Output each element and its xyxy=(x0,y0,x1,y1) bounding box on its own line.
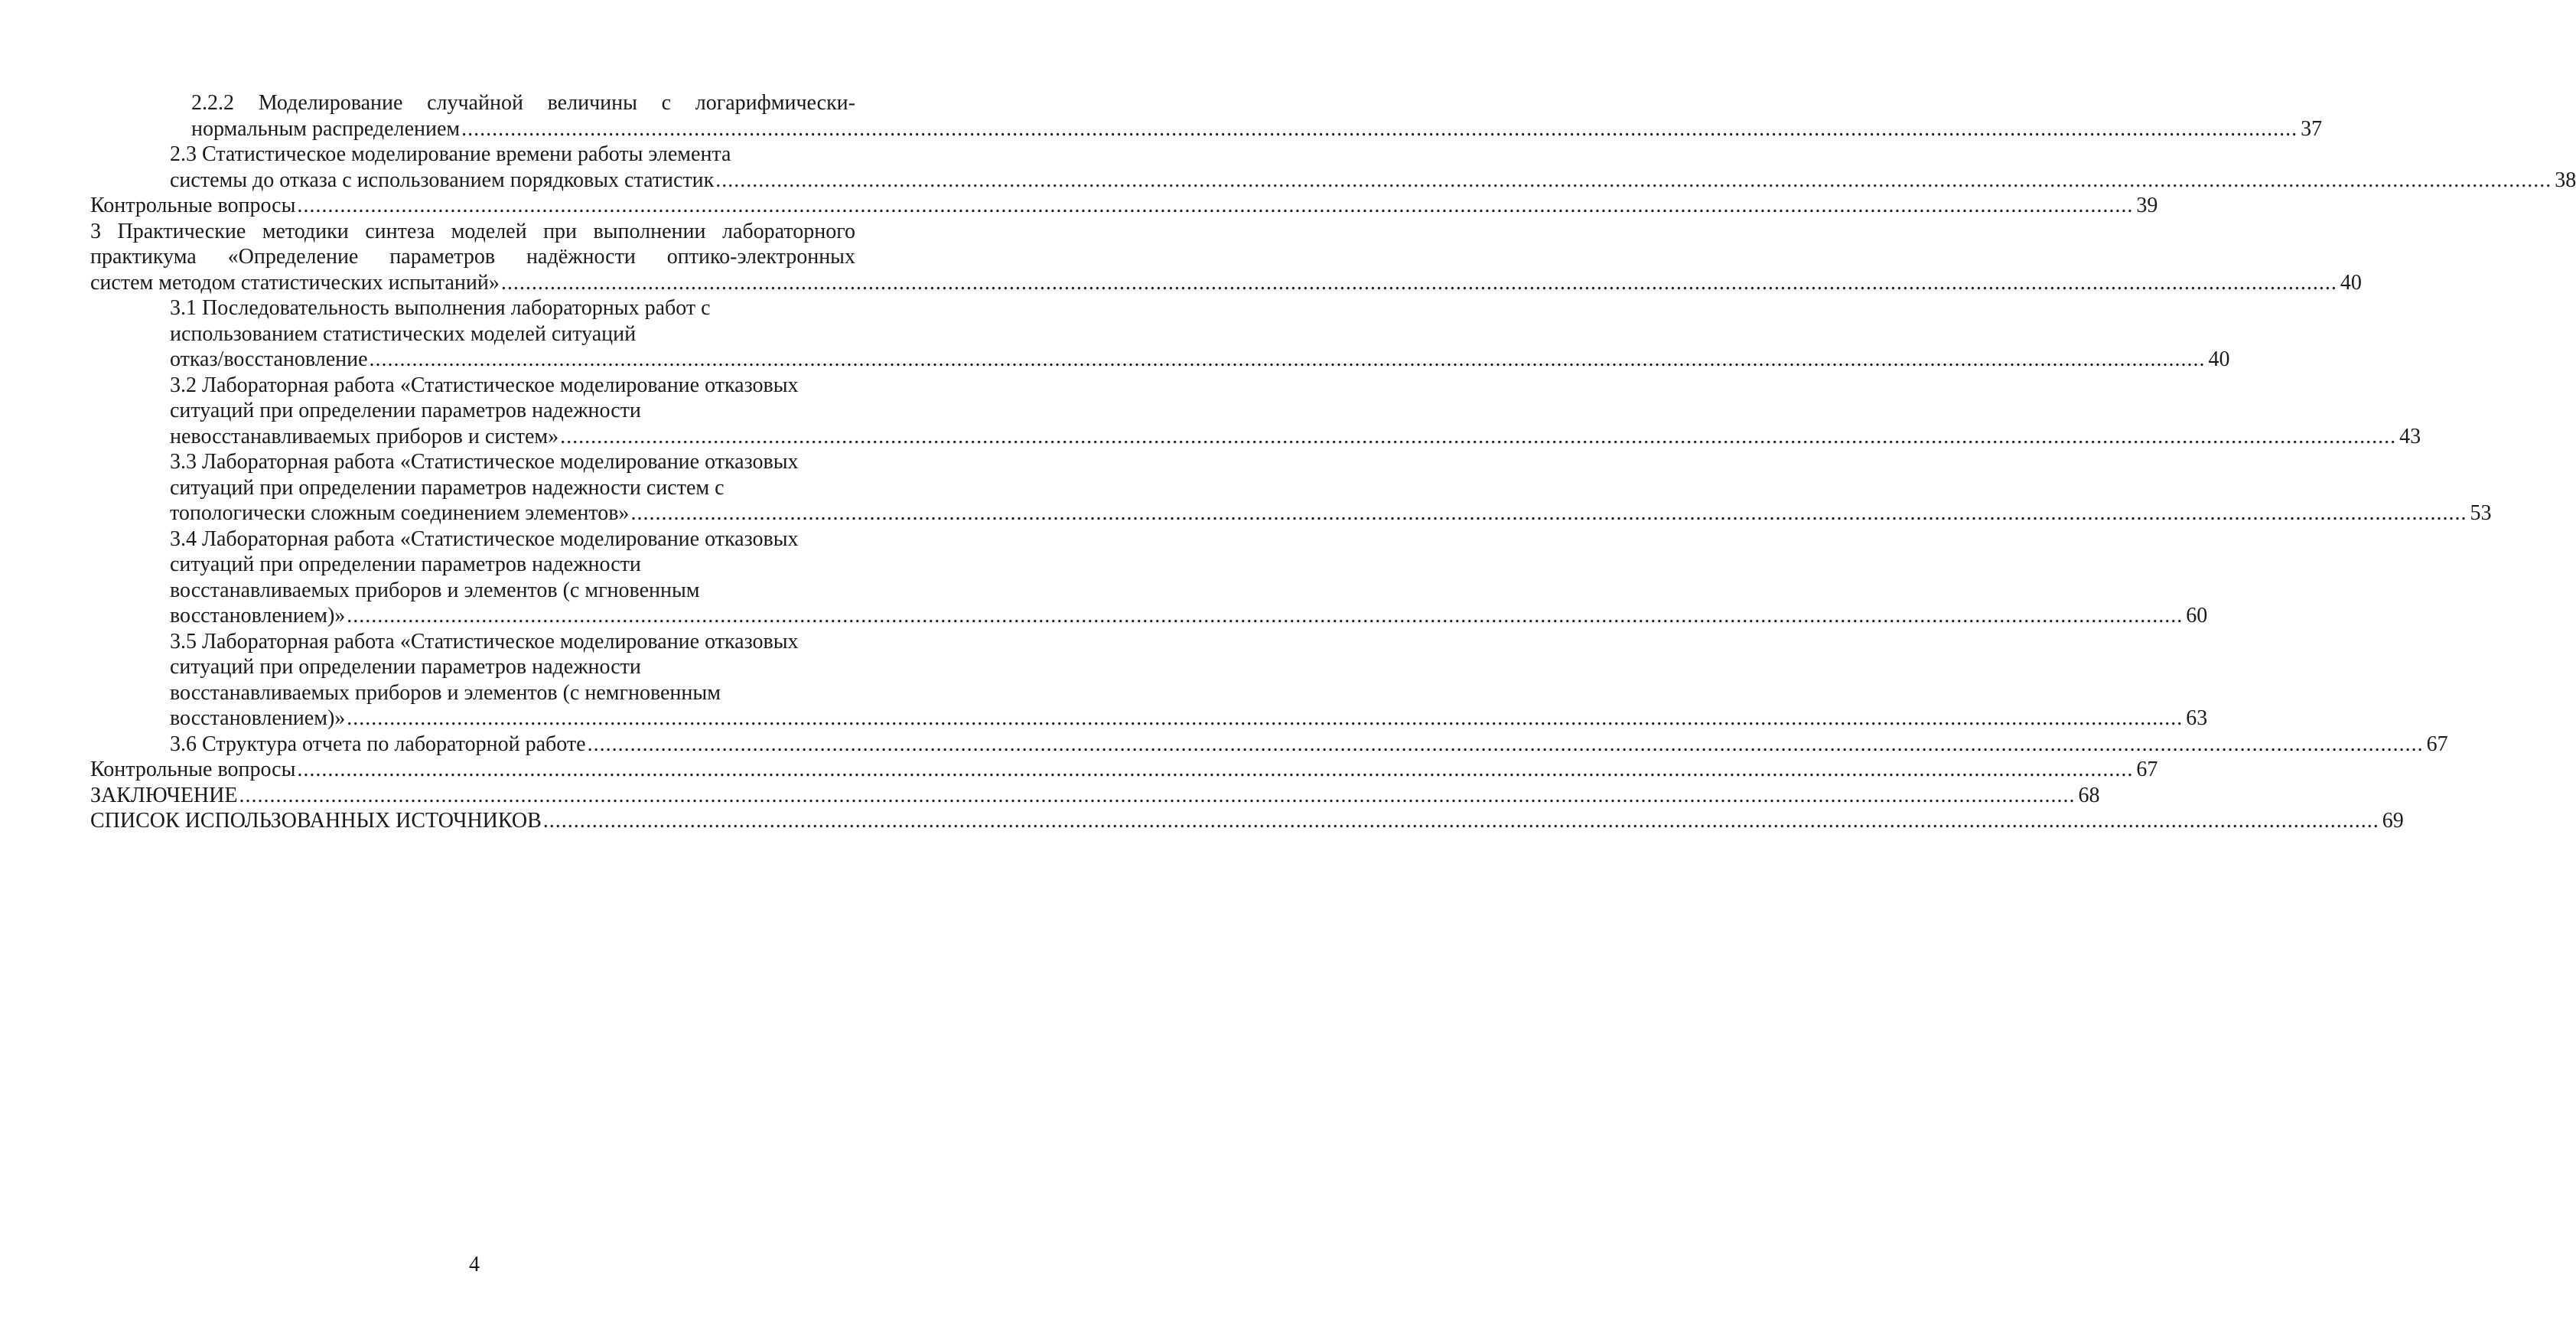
toc-entry-line: использованием статистических моделей ситуаций xyxy=(170,321,637,346)
toc-entry[interactable] xyxy=(90,193,2158,219)
toc-page-number: 43 xyxy=(2399,424,2421,448)
toc-entry-last-line xyxy=(90,193,2158,219)
toc-entry-line: 3.2 Лабораторная работа «Статистическое моделирование отказовых xyxy=(170,373,799,397)
toc-entry-title: невосстанавливаемых приборов и систем» xyxy=(170,424,559,448)
toc-page-number: 67 xyxy=(2136,758,2158,781)
toc-entry-line: 3.5 Лабораторная работа «Статистическое моделирование отказовых xyxy=(170,629,799,654)
toc-entry-line: 3 Практические методики синтеза моделей при выполнении лабораторного xyxy=(90,219,855,243)
toc-entry-last-line xyxy=(170,500,2492,526)
toc-entry-title: Контрольные вопросы xyxy=(90,758,296,781)
dot-leader: ............................................................................................................................................................................................................................................................................................................ xyxy=(630,501,2467,525)
toc-entry[interactable] xyxy=(90,808,2404,834)
toc-entry-title: восстановлением)» xyxy=(170,706,346,730)
toc-entry-line: практикума «Определение параметров надёжности оптико-электронных xyxy=(90,245,855,269)
toc-page-number: 39 xyxy=(2136,194,2158,217)
toc-entry-line: 3.3 Лабораторная работа «Статистическое моделирование отказовых xyxy=(170,450,799,474)
toc-entry[interactable] xyxy=(170,373,2421,450)
toc-entry[interactable] xyxy=(90,219,2362,296)
toc-page-number: 37 xyxy=(2301,116,2323,141)
dot-leader: ............................................................................................................................................................................................................................................................................................................ xyxy=(347,706,2184,730)
toc-entry-line: 3.1 Последовательность выполнения лабораторных работ с xyxy=(170,296,711,320)
toc-entry-line: ситуаций при определении параметров надежности систем с xyxy=(170,475,725,500)
toc-page-number: 60 xyxy=(2186,604,2208,627)
toc-page-number: 40 xyxy=(2208,347,2230,371)
toc-entry-line: восстанавливаемых приборов и элементов (с немгновенным xyxy=(170,680,721,705)
dot-leader: ............................................................................................................................................................................................................................................................................................................ xyxy=(542,809,2379,833)
toc-entry-last-line xyxy=(170,347,2230,373)
toc-entry-last-line xyxy=(170,706,2208,732)
toc-entry[interactable] xyxy=(90,757,2158,783)
toc-entry-line: ситуаций при определении параметров надежности xyxy=(170,399,641,422)
dot-leader: ............................................................................................................................................................................................................................................................................................................ xyxy=(369,347,2206,371)
dot-leader: ............................................................................................................................................................................................................................................................................................................ xyxy=(297,194,2134,217)
dot-leader: ............................................................................................................................................................................................................................................................................................................ xyxy=(587,732,2424,756)
toc-entry[interactable] xyxy=(170,732,2448,758)
toc-entry-last-line xyxy=(90,808,2404,834)
toc-entry-last-line xyxy=(90,783,2100,809)
toc-entry[interactable] xyxy=(170,142,2576,193)
toc-page-number: 69 xyxy=(2382,809,2404,833)
toc-entry-title: нормальным распределением xyxy=(191,116,461,141)
toc-page-number: 40 xyxy=(2340,270,2362,295)
toc-entry[interactable] xyxy=(90,783,2100,809)
toc-entry-line: 3.4 Лабораторная работа «Статистическое моделирование отказовых xyxy=(170,526,799,551)
toc-entry-line: 2.2.2 Моделирование случайной величины с логарифмически- xyxy=(191,91,855,115)
toc-page-number: 38 xyxy=(2555,168,2576,192)
toc-entry-title: ЗАКЛЮЧЕНИЕ xyxy=(90,783,238,807)
toc-entry-line: восстанавливаемых приборов и элементов (с мгновенным xyxy=(170,578,700,602)
dot-leader: ............................................................................................................................................................................................................................................................................................................ xyxy=(715,168,2552,192)
toc-entry-title: Контрольные вопросы xyxy=(90,194,296,217)
toc-entry[interactable] xyxy=(170,449,2492,526)
table-of-contents xyxy=(90,90,2576,834)
toc-entry-last-line xyxy=(170,424,2421,450)
toc-entry-title: систем методом статистических испытаний» xyxy=(90,270,500,295)
toc-page-number: 63 xyxy=(2186,706,2208,730)
toc-page-number: 67 xyxy=(2426,732,2448,756)
toc-entry-title: топологически сложным соединением элементов» xyxy=(170,501,630,525)
toc-entry-last-line xyxy=(170,168,2576,194)
toc-entry-title: СПИСОК ИСПОЛЬЗОВАННЫХ ИСТОЧНИКОВ xyxy=(90,809,542,833)
toc-entry-last-line xyxy=(90,270,2362,296)
toc-page-number: 53 xyxy=(2470,501,2492,525)
toc-entry-title: восстановлением)» xyxy=(170,604,346,627)
toc-entry[interactable] xyxy=(170,526,2208,629)
toc-entry[interactable] xyxy=(191,90,2323,142)
dot-leader: ............................................................................................................................................................................................................................................................................................................ xyxy=(297,758,2134,781)
dot-leader: ............................................................................................................................................................................................................................................................................................................ xyxy=(500,270,2337,295)
toc-entry-line: ситуаций при определении параметров надежности xyxy=(170,553,641,576)
dot-leader: ............................................................................................................................................................................................................................................................................................................ xyxy=(239,783,2076,807)
toc-entry[interactable] xyxy=(170,295,2230,373)
dot-leader: ............................................................................................................................................................................................................................................................................................................ xyxy=(347,604,2184,627)
toc-page-number: 68 xyxy=(2078,783,2100,807)
toc-entry-title: 3.6 Структура отчета по лабораторной работе xyxy=(170,732,586,756)
toc-entry-last-line xyxy=(90,757,2158,783)
toc-entry[interactable] xyxy=(170,629,2208,732)
toc-entry-last-line xyxy=(191,116,2323,142)
dot-leader: ............................................................................................................................................................................................................................................................................................................ xyxy=(461,116,2298,141)
toc-entry-line: 2.3 Статистическое моделирование времени работы элемента xyxy=(170,142,731,166)
toc-entry-last-line xyxy=(170,603,2208,629)
toc-entry-line: ситуаций при определении параметров надежности xyxy=(170,655,641,679)
toc-entry-title: отказ/восстановление xyxy=(170,347,368,371)
page-number: 4 xyxy=(469,1253,480,1276)
dot-leader: ............................................................................................................................................................................................................................................................................................................ xyxy=(560,424,2397,448)
toc-entry-last-line xyxy=(170,732,2448,758)
toc-entry-title: системы до отказа с использованием порядковых статистик xyxy=(170,168,715,192)
